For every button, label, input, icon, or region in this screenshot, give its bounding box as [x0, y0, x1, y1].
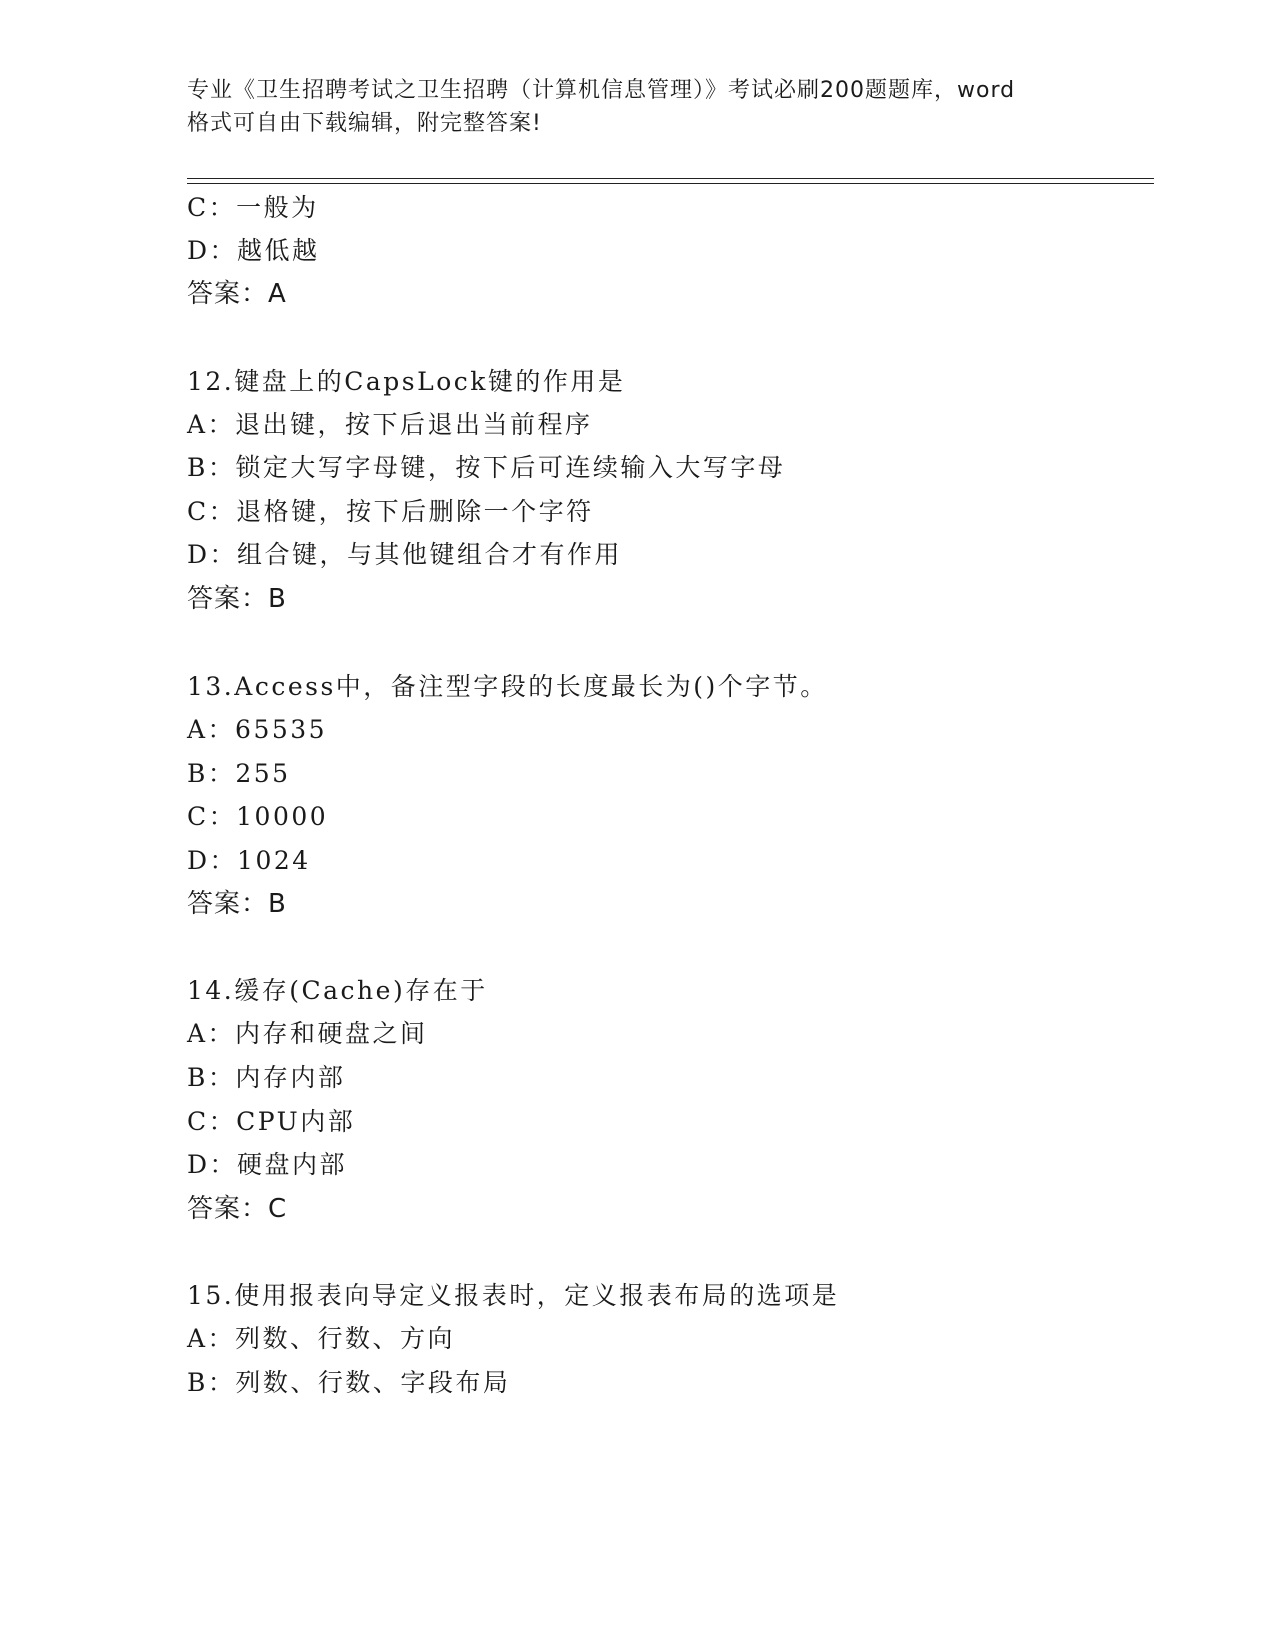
- option-a: A：列数、行数、方向: [187, 1324, 456, 1353]
- question-stem: 14.缓存(Cache)存在于: [187, 976, 488, 1005]
- option-d: D：1024: [187, 846, 311, 875]
- answer-label: 答案：B: [187, 889, 287, 919]
- option-b: B：255: [187, 759, 291, 788]
- question-stem: 15.使用报表向导定义报表时，定义报表布局的选项是: [187, 1281, 840, 1310]
- question-stem: 12.键盘上的CapsLock键的作用是: [187, 367, 626, 396]
- answer-label: 答案：A: [187, 279, 287, 309]
- option-c: C：10000: [187, 802, 329, 831]
- option-a: A：65535: [187, 715, 328, 744]
- header-divider-bottom: [187, 183, 1154, 184]
- option-b: B：锁定大写字母键，按下后可连续输入大写字母: [187, 453, 786, 482]
- option-a: A：内存和硬盘之间: [187, 1019, 428, 1048]
- question-stem: 13.Access中，备注型字段的长度最长为()个字节。: [187, 672, 828, 701]
- header-divider-top: [187, 178, 1154, 179]
- option-b: B：内存内部: [187, 1063, 346, 1092]
- option-b: B：列数、行数、字段布局: [187, 1368, 511, 1397]
- header-line-2: 格式可自由下载编辑，附完整答案!: [187, 111, 542, 136]
- option-d: D：组合键，与其他键组合才有作用: [187, 540, 623, 569]
- option-d: D：越低越: [187, 236, 320, 265]
- document-header: [187, 74, 1087, 140]
- option-c: C：CPU内部: [187, 1107, 356, 1136]
- header-line-1: 专业《卫生招聘考试之卫生招聘（计算机信息管理）》考试必刷200题题库，word: [187, 78, 1016, 103]
- option-c: C：退格键，按下后删除一个字符: [187, 497, 594, 526]
- answer-label: 答案：C: [187, 1194, 288, 1224]
- option-c: C：一般为: [187, 193, 319, 222]
- option-a: A：退出键，按下后退出当前程序: [187, 410, 593, 439]
- answer-label: 答案：B: [187, 584, 287, 614]
- option-d: D：硬盘内部: [187, 1150, 348, 1179]
